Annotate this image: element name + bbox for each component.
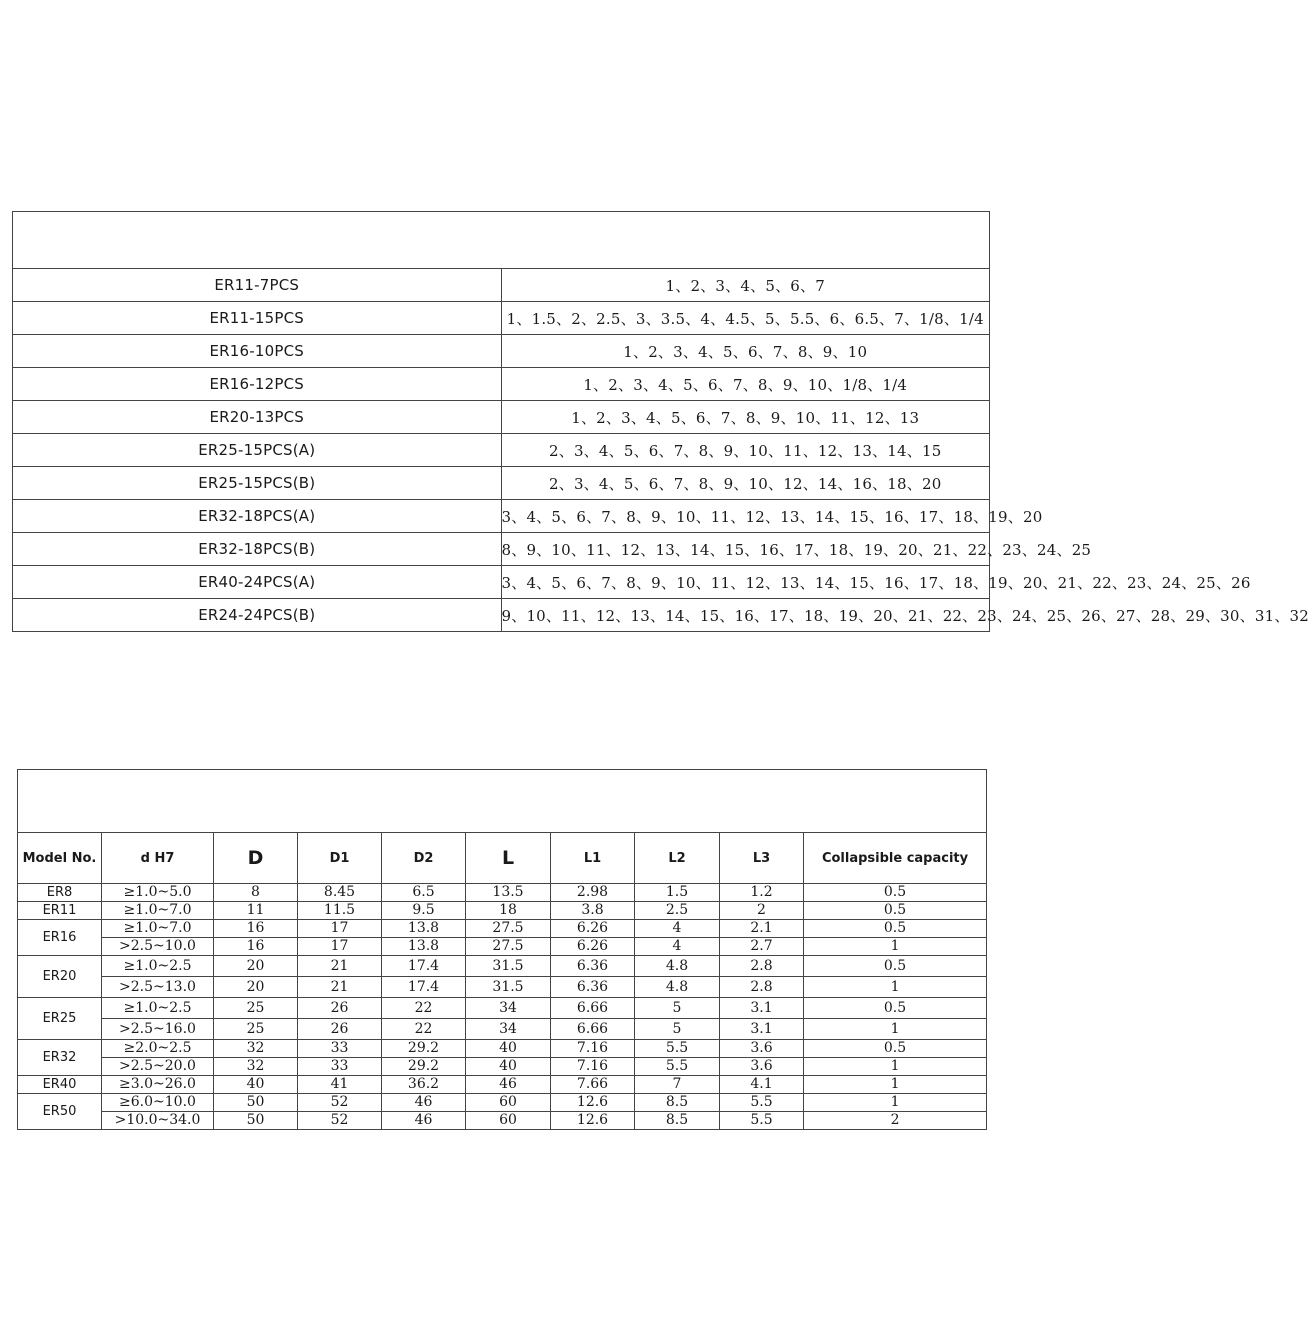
- d1-cell: 21: [298, 977, 382, 998]
- d1-cell: 33: [298, 1058, 382, 1076]
- spec-table-column-headers: [18, 833, 987, 884]
- d-cell: 50: [214, 1094, 298, 1112]
- table-row: [18, 998, 987, 1019]
- spec-table-header-cell: [18, 770, 987, 833]
- d1-cell: 26: [298, 998, 382, 1019]
- d2-cell: 36.2: [382, 1076, 466, 1094]
- table-row: [18, 1076, 987, 1094]
- d2-cell: 29.2: [382, 1040, 466, 1058]
- table-row: [18, 920, 987, 938]
- kit-sizes-cell: 3、4、5、6、7、8、9、10、11、12、13、14、15、16、17、18、19、20、21、22、23、24、25、26: [501, 566, 990, 599]
- kit-sizes-cell: 1、2、3、4、5、6、7、8、9、10、1/8、1/4: [501, 368, 990, 401]
- l3-cell: 5.5: [720, 1112, 804, 1130]
- collapsible-capacity-cell: 0.5: [804, 902, 987, 920]
- l-cell: 60: [466, 1112, 551, 1130]
- l2-cell: 4: [635, 920, 720, 938]
- d1-cell: 11.5: [298, 902, 382, 920]
- collapsible-capacity-cell: 1: [804, 938, 987, 956]
- l-cell: 27.5: [466, 938, 551, 956]
- col-header-l: L: [466, 833, 551, 884]
- collapsible-capacity-cell: 1: [804, 1058, 987, 1076]
- l2-cell: 5.5: [635, 1040, 720, 1058]
- collapsible-capacity-cell: 1: [804, 1076, 987, 1094]
- d2-cell: 22: [382, 1019, 466, 1040]
- l1-cell: 6.26: [551, 920, 635, 938]
- l2-cell: 8.5: [635, 1094, 720, 1112]
- l-cell: 31.5: [466, 956, 551, 977]
- d-cell: 16: [214, 938, 298, 956]
- kit-name-cell: ER20-13PCS: [13, 401, 502, 434]
- l-cell: 34: [466, 1019, 551, 1040]
- d-h7-cell: ≥2.0~2.5: [102, 1040, 214, 1058]
- d1-cell: 52: [298, 1094, 382, 1112]
- model-cell: ER40: [18, 1076, 102, 1094]
- table-row: [18, 1040, 987, 1058]
- d-h7-cell: ≥1.0~2.5: [102, 998, 214, 1019]
- d-h7-cell: ≥1.0~2.5: [102, 956, 214, 977]
- table-row: [18, 884, 987, 902]
- d2-cell: 13.8: [382, 938, 466, 956]
- d1-cell: 17: [298, 920, 382, 938]
- l-cell: 60: [466, 1094, 551, 1112]
- d-h7-cell: ≥1.0~5.0: [102, 884, 214, 902]
- col-header-d2: D2: [382, 833, 466, 884]
- l-cell: 40: [466, 1040, 551, 1058]
- kit-sizes-cell: 1、2、3、4、5、6、7、8、9、10、11、12、13: [501, 401, 990, 434]
- l1-cell: 12.6: [551, 1112, 635, 1130]
- kit-sizes-cell: 3、4、5、6、7、8、9、10、11、12、13、14、15、16、17、18、19、20: [501, 500, 990, 533]
- model-cell: ER16: [18, 920, 102, 956]
- table-row: [13, 434, 990, 467]
- kit-table-blank-header: [13, 212, 990, 269]
- l-cell: 46: [466, 1076, 551, 1094]
- collapsible-capacity-cell: 0.5: [804, 920, 987, 938]
- d-h7-cell: >2.5~10.0: [102, 938, 214, 956]
- l-cell: 34: [466, 998, 551, 1019]
- d-cell: 25: [214, 998, 298, 1019]
- d2-cell: 46: [382, 1094, 466, 1112]
- l1-cell: 12.6: [551, 1094, 635, 1112]
- model-cell: ER11: [18, 902, 102, 920]
- l2-cell: 5.5: [635, 1058, 720, 1076]
- d2-cell: 6.5: [382, 884, 466, 902]
- l1-cell: 7.16: [551, 1040, 635, 1058]
- col-header-collapsible-capacity: Collapsible capacity: [804, 833, 987, 884]
- d2-cell: 46: [382, 1112, 466, 1130]
- l-cell: 31.5: [466, 977, 551, 998]
- d-h7-cell: ≥3.0~26.0: [102, 1076, 214, 1094]
- d2-cell: 22: [382, 998, 466, 1019]
- table-row: [18, 1094, 987, 1112]
- d-cell: 11: [214, 902, 298, 920]
- table-row: [13, 533, 990, 566]
- table-row: [18, 938, 987, 956]
- d2-cell: 17.4: [382, 977, 466, 998]
- d1-cell: 26: [298, 1019, 382, 1040]
- d1-cell: 52: [298, 1112, 382, 1130]
- l1-cell: 6.66: [551, 1019, 635, 1040]
- model-cell: ER20: [18, 956, 102, 998]
- kit-name-cell: ER11-15PCS: [13, 302, 502, 335]
- col-header-d: D: [214, 833, 298, 884]
- d-cell: 25: [214, 1019, 298, 1040]
- model-cell: ER25: [18, 998, 102, 1040]
- table-row: [13, 335, 990, 368]
- d-cell: 20: [214, 977, 298, 998]
- model-cell: ER32: [18, 1040, 102, 1076]
- kit-table-header-cell: [13, 212, 990, 269]
- l3-cell: 2.8: [720, 956, 804, 977]
- col-header-model: Model No.: [18, 833, 102, 884]
- spec-table-blank-header: [18, 770, 987, 833]
- d1-cell: 17: [298, 938, 382, 956]
- l3-cell: 3.1: [720, 998, 804, 1019]
- table-row: [13, 401, 990, 434]
- l1-cell: 6.26: [551, 938, 635, 956]
- l3-cell: 2: [720, 902, 804, 920]
- col-header-l3: L3: [720, 833, 804, 884]
- l3-cell: 2.1: [720, 920, 804, 938]
- collapsible-capacity-cell: 2: [804, 1112, 987, 1130]
- d2-cell: 9.5: [382, 902, 466, 920]
- col-header-l1: L1: [551, 833, 635, 884]
- l3-cell: 2.7: [720, 938, 804, 956]
- collapsible-capacity-cell: 1: [804, 1019, 987, 1040]
- l-cell: 40: [466, 1058, 551, 1076]
- l3-cell: 3.6: [720, 1058, 804, 1076]
- l2-cell: 1.5: [635, 884, 720, 902]
- l1-cell: 6.66: [551, 998, 635, 1019]
- kit-sizes-cell: 2、3、4、5、6、7、8、9、10、12、14、16、18、20: [501, 467, 990, 500]
- l2-cell: 4.8: [635, 977, 720, 998]
- kit-sizes-cell: 2、3、4、5、6、7、8、9、10、11、12、13、14、15: [501, 434, 990, 467]
- kit-sizes-cell: 1、2、3、4、5、6、7、8、9、10: [501, 335, 990, 368]
- l1-cell: 6.36: [551, 956, 635, 977]
- table-row: [18, 902, 987, 920]
- col-header-d-h7: d H7: [102, 833, 214, 884]
- col-header-l2: L2: [635, 833, 720, 884]
- l3-cell: 1.2: [720, 884, 804, 902]
- collapsible-capacity-cell: 0.5: [804, 884, 987, 902]
- d-cell: 16: [214, 920, 298, 938]
- table-row: [18, 1058, 987, 1076]
- kit-name-cell: ER32-18PCS(A): [13, 500, 502, 533]
- d-h7-cell: >2.5~16.0: [102, 1019, 214, 1040]
- l1-cell: 7.16: [551, 1058, 635, 1076]
- col-header-d1: D1: [298, 833, 382, 884]
- l-cell: 18: [466, 902, 551, 920]
- d-cell: 40: [214, 1076, 298, 1094]
- table-row: [18, 1019, 987, 1040]
- l2-cell: 8.5: [635, 1112, 720, 1130]
- l3-cell: 2.8: [720, 977, 804, 998]
- table-row: [13, 500, 990, 533]
- d-cell: 32: [214, 1040, 298, 1058]
- table-row: [18, 1112, 987, 1130]
- kit-name-cell: ER24-24PCS(B): [13, 599, 502, 632]
- table-row: [13, 269, 990, 302]
- table-row: [13, 302, 990, 335]
- d1-cell: 33: [298, 1040, 382, 1058]
- kit-name-cell: ER16-12PCS: [13, 368, 502, 401]
- l2-cell: 5: [635, 1019, 720, 1040]
- collapsible-capacity-cell: 0.5: [804, 1040, 987, 1058]
- l3-cell: 5.5: [720, 1094, 804, 1112]
- kit-sizes-cell: 8、9、10、11、12、13、14、15、16、17、18、19、20、21、22、23、24、25: [501, 533, 990, 566]
- d1-cell: 8.45: [298, 884, 382, 902]
- l2-cell: 5: [635, 998, 720, 1019]
- l3-cell: 3.6: [720, 1040, 804, 1058]
- l1-cell: 3.8: [551, 902, 635, 920]
- table-row: [13, 566, 990, 599]
- l1-cell: 2.98: [551, 884, 635, 902]
- l3-cell: 3.1: [720, 1019, 804, 1040]
- collapsible-capacity-cell: 1: [804, 1094, 987, 1112]
- kit-sizes-cell: 1、1.5、2、2.5、3、3.5、4、4.5、5、5.5、6、6.5、7、1/8、1/4: [501, 302, 990, 335]
- kit-sizes-cell: 9、10、11、12、13、14、15、16、17、18、19、20、21、22、23、24、25、26、27、28、29、30、31、32: [501, 599, 990, 632]
- table-row: [13, 368, 990, 401]
- table-row: [18, 956, 987, 977]
- d-h7-cell: >2.5~20.0: [102, 1058, 214, 1076]
- collapsible-capacity-cell: 1: [804, 977, 987, 998]
- d2-cell: 29.2: [382, 1058, 466, 1076]
- d1-cell: 21: [298, 956, 382, 977]
- model-cell: ER8: [18, 884, 102, 902]
- d2-cell: 13.8: [382, 920, 466, 938]
- d-cell: 20: [214, 956, 298, 977]
- kit-name-cell: ER32-18PCS(B): [13, 533, 502, 566]
- d-h7-cell: >10.0~34.0: [102, 1112, 214, 1130]
- table-row: [13, 599, 990, 632]
- collapsible-capacity-cell: 0.5: [804, 956, 987, 977]
- d-h7-cell: >2.5~13.0: [102, 977, 214, 998]
- kit-name-cell: ER11-7PCS: [13, 269, 502, 302]
- d-cell: 32: [214, 1058, 298, 1076]
- l-cell: 27.5: [466, 920, 551, 938]
- kit-name-cell: ER25-15PCS(B): [13, 467, 502, 500]
- kit-name-cell: ER25-15PCS(A): [13, 434, 502, 467]
- l1-cell: 7.66: [551, 1076, 635, 1094]
- d-h7-cell: ≥1.0~7.0: [102, 902, 214, 920]
- l2-cell: 7: [635, 1076, 720, 1094]
- collet-kit-table: [12, 211, 1309, 632]
- d-h7-cell: ≥1.0~7.0: [102, 920, 214, 938]
- d-cell: 50: [214, 1112, 298, 1130]
- collet-spec-table: [17, 769, 987, 1130]
- d-cell: 8: [214, 884, 298, 902]
- model-cell: ER50: [18, 1094, 102, 1130]
- l-cell: 13.5: [466, 884, 551, 902]
- l2-cell: 4.8: [635, 956, 720, 977]
- kit-name-cell: ER16-10PCS: [13, 335, 502, 368]
- d2-cell: 17.4: [382, 956, 466, 977]
- table-row: [18, 977, 987, 998]
- table-row: [13, 467, 990, 500]
- d-h7-cell: ≥6.0~10.0: [102, 1094, 214, 1112]
- l3-cell: 4.1: [720, 1076, 804, 1094]
- kit-name-cell: ER40-24PCS(A): [13, 566, 502, 599]
- l2-cell: 2.5: [635, 902, 720, 920]
- d1-cell: 41: [298, 1076, 382, 1094]
- kit-sizes-cell: 1、2、3、4、5、6、7: [501, 269, 990, 302]
- collapsible-capacity-cell: 0.5: [804, 998, 987, 1019]
- l1-cell: 6.36: [551, 977, 635, 998]
- l2-cell: 4: [635, 938, 720, 956]
